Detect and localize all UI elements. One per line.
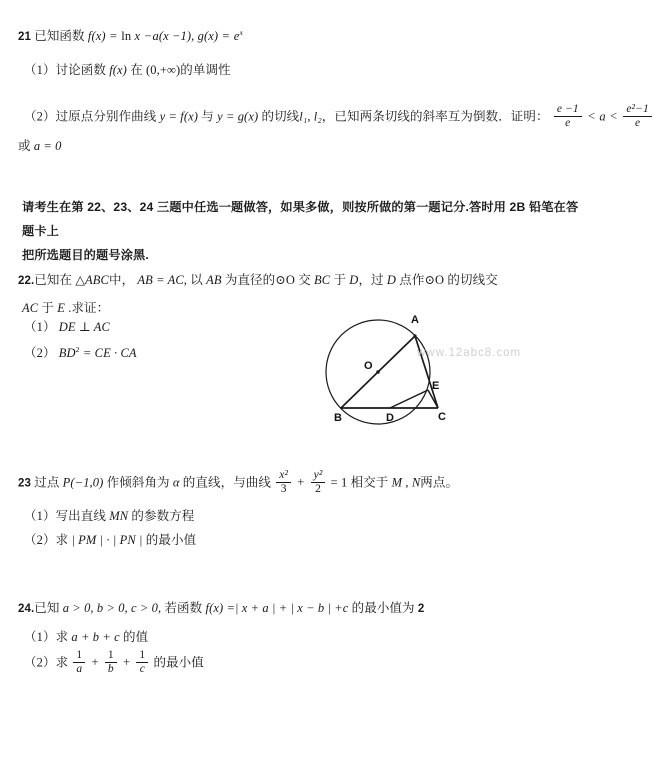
q24-min-value: 2: [417, 603, 425, 615]
q21-comma: ,: [191, 29, 195, 44]
figure-label-o: O: [364, 360, 373, 372]
q22-circle-o-2: ⊙O: [424, 273, 445, 287]
q22-part2-marker: （2）: [24, 346, 56, 361]
q22-part2: [24, 345, 137, 362]
q21-part2-y1: y = f(x): [159, 109, 198, 124]
q23-mn-points: M , N: [391, 475, 421, 490]
q22-stem-line2: [22, 300, 109, 317]
q23-part1-marker: （1）: [24, 509, 56, 523]
q23-number: 23: [18, 477, 31, 490]
q24-part1-expr: a + b + c: [71, 630, 120, 644]
q22-triangle: △ABC: [75, 273, 109, 287]
q23-alpha: α: [172, 475, 180, 490]
q24-fraction-b: [105, 649, 117, 676]
q23-part2-marker: （2）: [24, 533, 56, 547]
q22-line1-c: AB = AC,: [137, 273, 188, 287]
q21-minus: −: [144, 29, 152, 44]
q21-e: e: [233, 29, 240, 44]
q22-line2-b: 于: [41, 301, 55, 315]
figure-label-c: C: [438, 411, 446, 423]
q22-line2-c: E: [57, 301, 66, 315]
q21-part2-text-d: ，已知两条切线的斜率互为倒数．证明：: [321, 109, 549, 124]
q24-function: f(x) =| x + a | + | x − b | +c: [205, 601, 349, 615]
q21-a: a: [152, 29, 159, 44]
q21-part1: [24, 62, 231, 79]
q21-part2-y2: y = g(x): [217, 109, 259, 124]
q21-part2-text-c: 的切线: [261, 109, 300, 124]
q22-line1-i: 于: [333, 273, 347, 287]
q24-fraction-b-denominator: b: [105, 662, 117, 676]
q21-ineq-var: a: [599, 109, 606, 124]
q24-plus-1: +: [91, 655, 99, 670]
q23-plus: +: [297, 475, 305, 490]
q21-ineq-rhs-denominator: e: [623, 116, 651, 130]
q24-line1-c: 的最小值为: [351, 601, 415, 615]
q23-fraction-y-numerator: y²: [313, 469, 323, 482]
q22-line1-f: 为直径的: [224, 273, 276, 287]
q23-line1-e: 两点。: [420, 475, 459, 490]
q24-part1-text-b: 的值: [122, 630, 149, 644]
q22-line2-a: AC: [22, 301, 39, 315]
q24-part2-text-a: 求: [55, 655, 69, 670]
q21-lt1: <: [587, 109, 596, 124]
q21-lt2: <: [609, 109, 618, 124]
q21-part2-marker: （2）: [24, 109, 56, 124]
q22-stem-line1: [18, 272, 498, 290]
q24-part2: [24, 650, 204, 677]
q21-ineq-lhs-fraction: [554, 103, 582, 130]
q23-line1-a: 过点: [34, 475, 60, 490]
q21-x: x: [134, 29, 141, 44]
q21-part1-text-a: 讨论函数: [55, 63, 106, 77]
q22-number: 22.: [18, 275, 35, 287]
q21-part1-text-c: 的单调性: [180, 63, 231, 77]
q22-line1-b: 中，: [108, 273, 135, 287]
circle-geometry-diagram: [320, 298, 500, 448]
q21-g-arg: (x): [203, 29, 219, 44]
q21-ineq-lhs-numerator: e −1: [556, 103, 579, 116]
q22-line1-h: BC: [314, 273, 331, 287]
q22-line1-a: 已知在: [34, 273, 73, 287]
figure-label-b: B: [334, 412, 342, 424]
point-a-dot: [413, 334, 416, 337]
q24-stem: [18, 600, 424, 618]
point-o-dot: [376, 370, 380, 374]
q23-part2-text-a: 求: [55, 533, 69, 547]
segment-ac: [415, 336, 438, 408]
q24-line1-b: 若函数: [164, 601, 203, 615]
q23-part2-text-b: 的最小值: [145, 533, 197, 547]
q23-equals-one: = 1: [330, 475, 348, 490]
q22-line1-l: D: [386, 273, 397, 287]
q21-e-exponent: x: [239, 28, 243, 37]
q21-tail-cn: 或: [18, 139, 31, 153]
q22-line1-g: 交: [298, 273, 311, 287]
q22-part2-rest: = CE · CA: [82, 346, 137, 361]
q22-line1-e: AB: [206, 273, 222, 287]
figure-label-e: E: [432, 380, 440, 392]
q21-f-label: f: [87, 29, 92, 44]
watermark: www.12abc8.com: [417, 347, 522, 359]
q21-part1-fx: f(x): [109, 63, 127, 77]
q22-line1-m: 点作: [399, 273, 425, 287]
q21-ln: ln: [121, 29, 132, 44]
q21-tail-eq: a = 0: [33, 139, 62, 153]
q23-part1: [24, 508, 194, 525]
q21-part2-lines: l₁, l₂: [299, 109, 322, 124]
q22-figure: [320, 298, 500, 448]
q21-part1-interval: (0,+∞): [146, 63, 181, 77]
q21-eq: =: [109, 29, 118, 44]
q24-line1-a: 已知: [34, 601, 60, 615]
q22-line1-d: 以: [190, 273, 203, 287]
instruction-paragraph: [22, 196, 587, 267]
q21-eq2: =: [222, 29, 230, 44]
q21-f-arg: (x): [91, 29, 106, 44]
q22-part1-expr: DE ⊥ AC: [58, 320, 110, 334]
q24-part2-marker: （2）: [24, 655, 56, 670]
figure-label-d: D: [386, 412, 394, 424]
q23-part2-expr: | PM | · | PN |: [71, 533, 143, 547]
q23-stem: [18, 470, 458, 497]
q24-part1: [24, 629, 148, 646]
q23-fraction-x: [276, 469, 291, 496]
q23-point: P(−1,0): [62, 475, 104, 490]
q22-part2-exponent: 2: [75, 345, 80, 354]
q22-part1: [24, 319, 110, 336]
q23-line1-d: 相交于: [350, 475, 389, 490]
q24-fraction-a-denominator: a: [73, 662, 85, 676]
q21-part2-tail: [18, 138, 62, 155]
q23-part1-mn: MN: [109, 509, 129, 523]
q21-number: 21: [18, 31, 31, 44]
q21-g-label: g: [197, 29, 204, 44]
q23-fraction-x-numerator: x²: [279, 469, 288, 482]
q24-part1-marker: （1）: [24, 630, 56, 644]
q24-fraction-a-numerator: 1: [76, 649, 83, 662]
instruction-line-1: 请考生在第 22、23、24 三题中任选一题做答，如果多做，则按所做的第一题记分.答时用 2B 铅笔在答题卡上: [22, 200, 579, 238]
q22-line1-j: D: [349, 273, 359, 287]
q21-part1-text-b: 在: [130, 63, 143, 77]
q24-part2-text-b: 的最小值: [153, 655, 204, 670]
q23-part2: [24, 532, 196, 549]
figure-label-a: A: [411, 314, 419, 326]
q21-part2-text-a: 过原点分别作曲线: [55, 109, 157, 124]
q21-ineq-rhs-fraction: [623, 103, 651, 130]
q21-ineq-rhs-numerator: e²−1: [626, 103, 649, 116]
q23-fraction-y-denominator: 2: [311, 482, 326, 496]
q24-fraction-a: [73, 649, 85, 676]
q22-circle-o-1: ⊙O: [275, 273, 295, 287]
q22-part1-marker: （1）: [24, 320, 56, 334]
q23-part1-text-a: 写出直线: [55, 509, 106, 523]
q24-number: 24.: [18, 603, 35, 615]
q22-line1-n: 的切线交: [447, 273, 498, 287]
q24-condition: a > 0, b > 0, c > 0,: [62, 601, 162, 615]
q24-fraction-c: [136, 649, 148, 676]
q23-fraction-y: [311, 469, 326, 496]
q24-fraction-c-denominator: c: [136, 662, 148, 676]
q24-plus-2: +: [122, 655, 131, 670]
q21-part2: [24, 104, 654, 131]
q21-part1-marker: （1）: [24, 63, 56, 77]
q21-stem-prefix: 已知函数: [34, 29, 85, 44]
q22-line2-d: .求证：: [68, 301, 110, 315]
instruction-line-2: 把所选题目的题号涂黑.: [22, 247, 149, 262]
q23-line1-b: 作倾斜角为: [106, 475, 170, 490]
q23-part1-text-b: 的参数方程: [131, 509, 195, 523]
q24-fraction-c-numerator: 1: [139, 649, 146, 662]
q21-bracket: (x −1): [158, 29, 192, 44]
q21-part2-text-b: 与: [201, 109, 214, 124]
q24-part1-text-a: 求: [55, 630, 69, 644]
q24-fraction-b-numerator: 1: [107, 649, 114, 662]
q22-part2-bd: BD: [58, 346, 76, 361]
q22-line1-k: ，过: [358, 273, 384, 287]
q21-ineq-lhs-denominator: e: [554, 116, 582, 130]
q21-stem: [18, 28, 243, 46]
q23-line1-c: 的直线，与曲线: [182, 475, 271, 490]
q23-fraction-x-denominator: 3: [276, 482, 291, 496]
